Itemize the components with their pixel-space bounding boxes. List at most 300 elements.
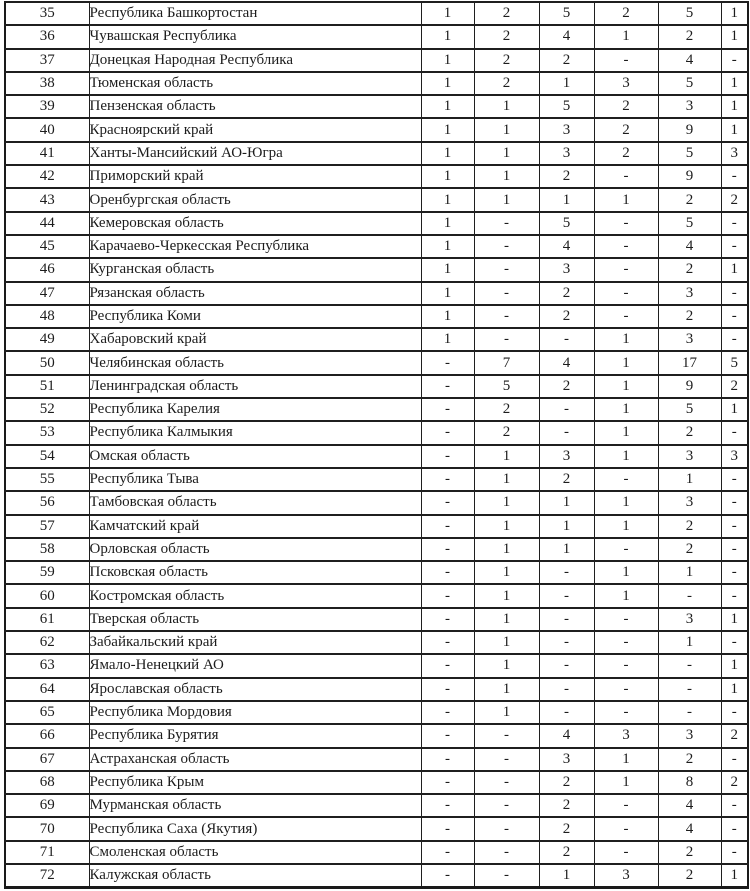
value-cell-6: 3 [721,445,748,468]
value-cell-1: 1 [421,49,474,72]
value-cell-2: - [474,748,539,771]
value-cell-6: - [721,794,748,817]
table-row [5,49,748,72]
value-cell-6: - [721,748,748,771]
region-name-cell: Костромская область [89,584,421,607]
row-number-cell: 46 [5,258,89,281]
value-cell-3: - [539,654,594,677]
value-cell-5: 1 [658,468,721,491]
value-cell-4: 2 [594,118,658,141]
value-cell-3: 1 [539,864,594,888]
value-cell-4: 1 [594,748,658,771]
value-cell-5: 3 [658,95,721,118]
table-row [5,351,748,374]
value-cell-1: 1 [421,118,474,141]
region-name-cell: Ханты-Мансийский АО-Югра [89,142,421,165]
value-cell-3: 3 [539,445,594,468]
row-number-cell: 44 [5,212,89,235]
value-cell-1: - [421,584,474,607]
value-cell-1: - [421,817,474,840]
value-cell-2: 2 [474,2,539,25]
region-name-cell: Оренбургская область [89,188,421,211]
value-cell-6: - [721,631,748,654]
table-row [5,445,748,468]
value-cell-5: - [658,654,721,677]
table-row [5,258,748,281]
table-row [5,864,748,888]
value-cell-6: - [721,701,748,724]
value-cell-1: 1 [421,305,474,328]
value-cell-4: - [594,538,658,561]
value-cell-6: 1 [721,118,748,141]
row-number-cell: 70 [5,817,89,840]
value-cell-6: 1 [721,654,748,677]
value-cell-3: - [539,631,594,654]
value-cell-1: - [421,631,474,654]
value-cell-6: 1 [721,25,748,48]
value-cell-6: - [721,468,748,491]
region-name-cell: Камчатский край [89,515,421,538]
value-cell-1: - [421,678,474,701]
value-cell-2: - [474,328,539,351]
table-row [5,491,748,514]
value-cell-1: - [421,794,474,817]
row-number-cell: 35 [5,2,89,25]
table-row [5,654,748,677]
region-name-cell: Ленинградская область [89,375,421,398]
value-cell-4: 1 [594,351,658,374]
value-cell-5: 4 [658,235,721,258]
value-cell-3: - [539,561,594,584]
region-name-cell: Омская область [89,445,421,468]
value-cell-1: - [421,468,474,491]
value-cell-1: 1 [421,95,474,118]
value-cell-2: - [474,724,539,747]
table-row [5,2,748,25]
value-cell-2: - [474,212,539,235]
value-cell-5: 3 [658,608,721,631]
value-cell-3: 5 [539,212,594,235]
row-number-cell: 57 [5,515,89,538]
value-cell-2: 1 [474,142,539,165]
value-cell-5: - [658,678,721,701]
value-cell-3: 5 [539,2,594,25]
value-cell-2: - [474,864,539,888]
table-row [5,188,748,211]
region-name-cell: Хабаровский край [89,328,421,351]
value-cell-4: 2 [594,95,658,118]
value-cell-6: 1 [721,2,748,25]
region-name-cell: Пензенская область [89,95,421,118]
value-cell-4: - [594,212,658,235]
table-row [5,282,748,305]
value-cell-3: 3 [539,748,594,771]
value-cell-3: 2 [539,817,594,840]
value-cell-5: 3 [658,328,721,351]
row-number-cell: 62 [5,631,89,654]
value-cell-3: 1 [539,538,594,561]
value-cell-4: - [594,468,658,491]
row-number-cell: 41 [5,142,89,165]
value-cell-4: 3 [594,724,658,747]
value-cell-4: 1 [594,421,658,444]
value-cell-6: - [721,584,748,607]
region-name-cell: Республика Мордовия [89,701,421,724]
value-cell-6: - [721,328,748,351]
value-cell-1: 1 [421,2,474,25]
region-name-cell: Донецкая Народная Республика [89,49,421,72]
value-cell-6: - [721,305,748,328]
table-row [5,235,748,258]
value-cell-3: - [539,398,594,421]
value-cell-4: - [594,841,658,864]
table-row [5,95,748,118]
value-cell-5: 2 [658,748,721,771]
value-cell-5: 4 [658,794,721,817]
value-cell-2: 1 [474,188,539,211]
value-cell-3: 3 [539,142,594,165]
row-number-cell: 58 [5,538,89,561]
table-row [5,515,748,538]
value-cell-1: 1 [421,188,474,211]
value-cell-4: - [594,305,658,328]
region-name-cell: Курганская область [89,258,421,281]
value-cell-2: 1 [474,561,539,584]
row-number-cell: 55 [5,468,89,491]
table-row [5,398,748,421]
value-cell-4: 1 [594,491,658,514]
value-cell-2: - [474,771,539,794]
value-cell-1: 1 [421,235,474,258]
value-cell-2: 1 [474,165,539,188]
value-cell-3: 1 [539,72,594,95]
table-row [5,678,748,701]
value-cell-3: 2 [539,841,594,864]
row-number-cell: 36 [5,25,89,48]
value-cell-1: - [421,375,474,398]
value-cell-5: 4 [658,817,721,840]
region-name-cell: Челябинская область [89,351,421,374]
value-cell-3: 4 [539,351,594,374]
value-cell-1: - [421,841,474,864]
region-name-cell: Республика Коми [89,305,421,328]
table-row [5,142,748,165]
region-name-cell: Ярославская область [89,678,421,701]
table-row [5,165,748,188]
value-cell-3: 2 [539,375,594,398]
value-cell-6: - [721,817,748,840]
region-name-cell: Чувашская Республика [89,25,421,48]
table-body [5,2,748,888]
value-cell-5: 2 [658,421,721,444]
region-name-cell: Приморский край [89,165,421,188]
region-name-cell: Мурманская область [89,794,421,817]
value-cell-2: 1 [474,95,539,118]
value-cell-3: 2 [539,49,594,72]
value-cell-4: 2 [594,2,658,25]
value-cell-4: 1 [594,25,658,48]
region-name-cell: Тамбовская область [89,491,421,514]
value-cell-5: 9 [658,375,721,398]
region-name-cell: Смоленская область [89,841,421,864]
region-name-cell: Республика Калмыкия [89,421,421,444]
value-cell-4: 1 [594,445,658,468]
value-cell-2: 1 [474,631,539,654]
value-cell-1: - [421,864,474,888]
value-cell-4: - [594,608,658,631]
value-cell-6: 3 [721,142,748,165]
table-row [5,584,748,607]
value-cell-6: 2 [721,771,748,794]
region-name-cell: Псковская область [89,561,421,584]
table-row [5,375,748,398]
value-cell-6: - [721,165,748,188]
value-cell-4: - [594,631,658,654]
row-number-cell: 37 [5,49,89,72]
value-cell-6: 2 [721,375,748,398]
value-cell-5: - [658,584,721,607]
value-cell-3: - [539,584,594,607]
region-name-cell: Республика Бурятия [89,724,421,747]
value-cell-5: 1 [658,631,721,654]
value-cell-4: - [594,794,658,817]
value-cell-6: - [721,561,748,584]
value-cell-3: 4 [539,235,594,258]
value-cell-3: 1 [539,188,594,211]
row-number-cell: 50 [5,351,89,374]
value-cell-1: 1 [421,142,474,165]
value-cell-3: 2 [539,282,594,305]
value-cell-5: 2 [658,258,721,281]
value-cell-6: 2 [721,724,748,747]
row-number-cell: 69 [5,794,89,817]
value-cell-4: - [594,701,658,724]
region-name-cell: Республика Карелия [89,398,421,421]
value-cell-1: 1 [421,282,474,305]
value-cell-6: 1 [721,258,748,281]
value-cell-1: 1 [421,165,474,188]
table-row [5,421,748,444]
value-cell-3: 2 [539,165,594,188]
region-name-cell: Рязанская область [89,282,421,305]
value-cell-4: 1 [594,398,658,421]
value-cell-2: 1 [474,654,539,677]
value-cell-3: 2 [539,794,594,817]
region-name-cell: Красноярский край [89,118,421,141]
value-cell-4: - [594,282,658,305]
value-cell-1: 1 [421,212,474,235]
value-cell-1: - [421,654,474,677]
row-number-cell: 65 [5,701,89,724]
value-cell-5: 2 [658,538,721,561]
value-cell-4: - [594,49,658,72]
region-name-cell: Республика Крым [89,771,421,794]
region-name-cell: Тюменская область [89,72,421,95]
value-cell-5: 1 [658,561,721,584]
table-row [5,841,748,864]
row-number-cell: 72 [5,864,89,888]
region-name-cell: Забайкальский край [89,631,421,654]
value-cell-2: - [474,282,539,305]
value-cell-1: 1 [421,25,474,48]
row-number-cell: 59 [5,561,89,584]
value-cell-4: - [594,678,658,701]
value-cell-6: - [721,49,748,72]
row-number-cell: 40 [5,118,89,141]
row-number-cell: 56 [5,491,89,514]
table-row [5,328,748,351]
value-cell-5: 17 [658,351,721,374]
row-number-cell: 66 [5,724,89,747]
value-cell-1: - [421,445,474,468]
value-cell-1: - [421,398,474,421]
value-cell-5: 8 [658,771,721,794]
value-cell-5: 9 [658,165,721,188]
table-row [5,72,748,95]
value-cell-4: 3 [594,72,658,95]
row-number-cell: 61 [5,608,89,631]
value-cell-2: 1 [474,584,539,607]
value-cell-3: 3 [539,258,594,281]
value-cell-6: - [721,282,748,305]
value-cell-6: - [721,235,748,258]
value-cell-2: 2 [474,72,539,95]
table-row [5,118,748,141]
value-cell-2: 2 [474,49,539,72]
value-cell-5: 3 [658,491,721,514]
value-cell-4: - [594,817,658,840]
value-cell-2: 5 [474,375,539,398]
value-cell-2: 1 [474,678,539,701]
table-row [5,771,748,794]
value-cell-5: 9 [658,118,721,141]
value-cell-5: 3 [658,282,721,305]
value-cell-4: - [594,235,658,258]
row-number-cell: 42 [5,165,89,188]
value-cell-3: - [539,608,594,631]
value-cell-5: 5 [658,398,721,421]
value-cell-6: - [721,212,748,235]
value-cell-1: - [421,561,474,584]
value-cell-1: 1 [421,328,474,351]
value-cell-3: 1 [539,515,594,538]
value-cell-5: 2 [658,841,721,864]
row-number-cell: 63 [5,654,89,677]
table-row [5,468,748,491]
value-cell-6: - [721,491,748,514]
row-number-cell: 54 [5,445,89,468]
value-cell-1: - [421,701,474,724]
value-cell-3: 3 [539,118,594,141]
value-cell-6: - [721,421,748,444]
region-name-cell: Астраханская область [89,748,421,771]
value-cell-5: 3 [658,724,721,747]
value-cell-2: 2 [474,421,539,444]
table-row [5,305,748,328]
value-cell-2: 1 [474,468,539,491]
value-cell-4: 1 [594,375,658,398]
value-cell-5: 5 [658,212,721,235]
value-cell-2: 1 [474,491,539,514]
value-cell-5: 4 [658,49,721,72]
value-cell-3: 1 [539,491,594,514]
value-cell-3: - [539,701,594,724]
table-row [5,631,748,654]
value-cell-4: 3 [594,864,658,888]
value-cell-5: 2 [658,188,721,211]
row-number-cell: 52 [5,398,89,421]
value-cell-2: 1 [474,538,539,561]
value-cell-6: 1 [721,95,748,118]
value-cell-2: 1 [474,515,539,538]
value-cell-5: 2 [658,864,721,888]
row-number-cell: 68 [5,771,89,794]
table-row [5,724,748,747]
row-number-cell: 71 [5,841,89,864]
value-cell-4: 1 [594,188,658,211]
value-cell-6: - [721,841,748,864]
value-cell-4: - [594,258,658,281]
table-row [5,748,748,771]
value-cell-4: - [594,165,658,188]
value-cell-6: 1 [721,864,748,888]
table-row [5,538,748,561]
value-cell-2: - [474,841,539,864]
table-row [5,794,748,817]
value-cell-5: - [658,701,721,724]
table-row [5,561,748,584]
row-number-cell: 60 [5,584,89,607]
value-cell-3: 4 [539,25,594,48]
row-number-cell: 49 [5,328,89,351]
region-name-cell: Республика Саха (Якутия) [89,817,421,840]
row-number-cell: 38 [5,72,89,95]
value-cell-1: 1 [421,258,474,281]
value-cell-5: 2 [658,25,721,48]
value-cell-1: - [421,608,474,631]
row-number-cell: 48 [5,305,89,328]
value-cell-2: 1 [474,118,539,141]
value-cell-3: - [539,421,594,444]
value-cell-5: 3 [658,445,721,468]
value-cell-1: - [421,771,474,794]
value-cell-5: 2 [658,305,721,328]
row-number-cell: 43 [5,188,89,211]
region-name-cell: Республика Башкортостан [89,2,421,25]
table-row [5,701,748,724]
value-cell-4: 1 [594,771,658,794]
value-cell-3: 2 [539,305,594,328]
row-number-cell: 67 [5,748,89,771]
row-number-cell: 64 [5,678,89,701]
table-row [5,608,748,631]
value-cell-1: - [421,538,474,561]
value-cell-1: - [421,724,474,747]
regions-table [4,1,749,889]
value-cell-2: 1 [474,701,539,724]
value-cell-2: 2 [474,398,539,421]
value-cell-4: 1 [594,515,658,538]
value-cell-1: - [421,351,474,374]
value-cell-2: 7 [474,351,539,374]
region-name-cell: Карачаево-Черкесская Республика [89,235,421,258]
value-cell-6: - [721,538,748,561]
table-row [5,25,748,48]
value-cell-2: 1 [474,608,539,631]
value-cell-2: - [474,235,539,258]
value-cell-5: 5 [658,72,721,95]
value-cell-2: - [474,817,539,840]
